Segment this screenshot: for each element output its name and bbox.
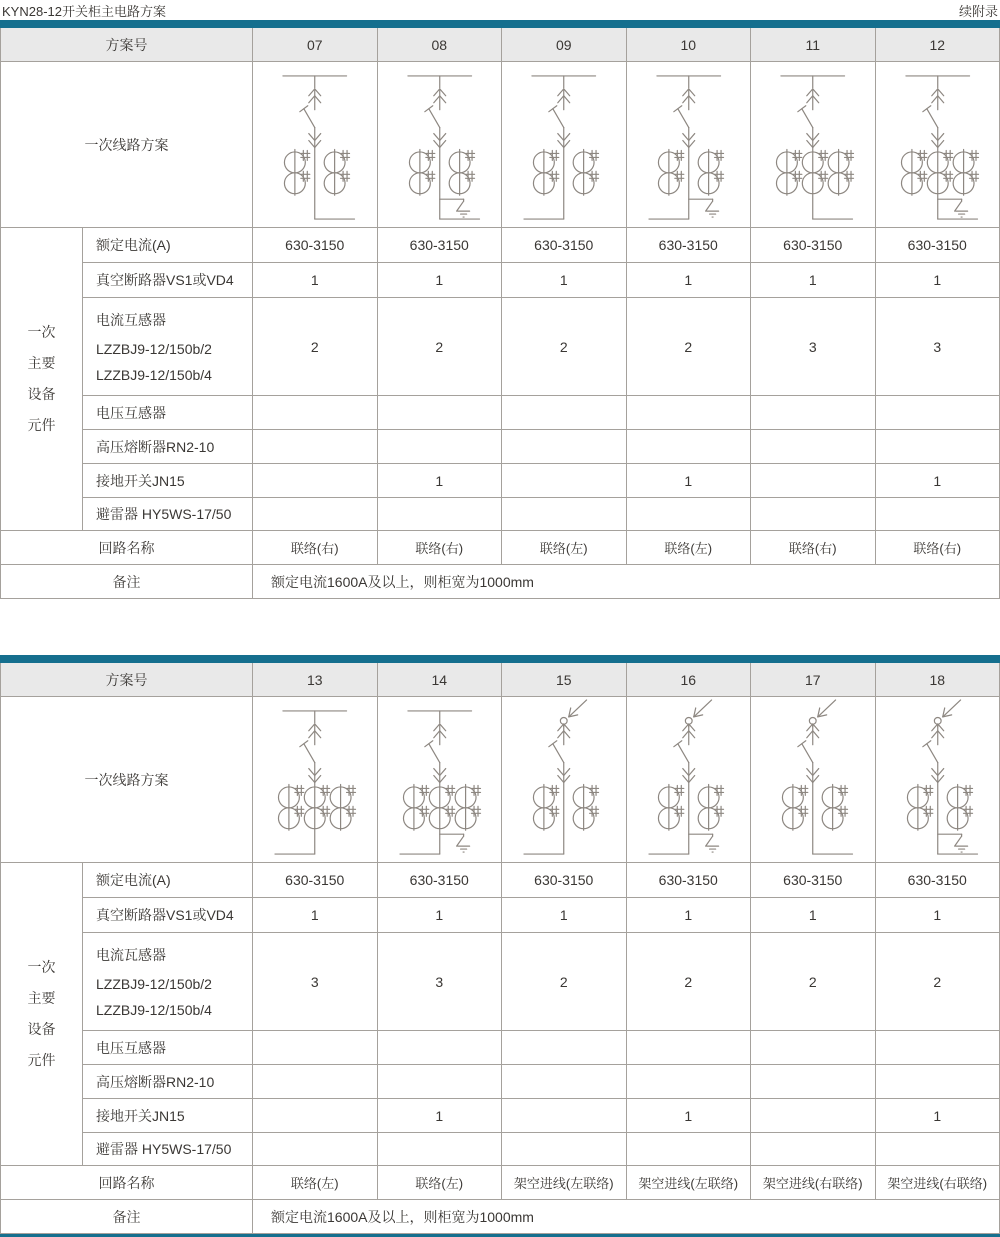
circuit-name-cell: 架空进线(右联络) bbox=[751, 1166, 876, 1200]
scheme-grid bbox=[0, 28, 1000, 599]
equipment-value-cell bbox=[627, 430, 752, 464]
equipment-row-label bbox=[83, 464, 253, 498]
equipment-value-cell bbox=[876, 1133, 1000, 1166]
equipment-value-cell bbox=[378, 1065, 503, 1099]
category-label-line: 主要 bbox=[27, 355, 56, 371]
equipment-row-label bbox=[83, 430, 253, 464]
circuit-name-cell: 架空进线(左联络) bbox=[627, 1166, 752, 1200]
circuit-diagram bbox=[253, 62, 378, 228]
circuit-name-label: 回路名称 bbox=[1, 531, 253, 565]
equipment-value-cell bbox=[253, 430, 378, 464]
equipment-row-label-line: LZZBJ9-12/150b/4 bbox=[96, 1002, 212, 1018]
circuit-name-cell: 联络(左) bbox=[627, 531, 752, 565]
circuit-diagram bbox=[751, 697, 876, 863]
equipment-value-cell: 1 bbox=[627, 1099, 752, 1133]
equipment-value-cell bbox=[253, 1031, 378, 1065]
scheme-table-13-18 bbox=[0, 655, 1000, 1234]
circuit-diagram bbox=[751, 62, 876, 228]
category-label-line: 设备 bbox=[27, 386, 56, 402]
equipment-value-cell: 630-3150 bbox=[253, 228, 378, 263]
category-label-line: 一次 bbox=[27, 324, 56, 340]
equipment-value-cell: 1 bbox=[751, 898, 876, 933]
equipment-value-cell bbox=[751, 1099, 876, 1133]
equipment-value-cell: 630-3150 bbox=[502, 863, 627, 898]
equipment-value-cell: 1 bbox=[876, 898, 1000, 933]
equipment-value-cell bbox=[876, 396, 1000, 430]
equipment-value-cell bbox=[502, 396, 627, 430]
equipment-row-label-line: 真空断路器VS1或VD4 bbox=[96, 907, 234, 923]
equipment-value-cell: 630-3150 bbox=[876, 863, 1000, 898]
circuit-diagram bbox=[378, 62, 503, 228]
equipment-row-label-line: LZZBJ9-12/150b/2 bbox=[96, 975, 212, 992]
circuit-diagram bbox=[876, 697, 1000, 863]
equipment-value-cell bbox=[378, 498, 503, 531]
scheme-number-cell: 18 bbox=[876, 663, 1000, 697]
equipment-value-cell bbox=[253, 1133, 378, 1166]
equipment-row-label bbox=[83, 1099, 253, 1133]
page-title: KYN28-12开关柜主电路方案 bbox=[2, 3, 166, 19]
equipment-value-cell bbox=[627, 1133, 752, 1166]
equipment-value-cell: 2 bbox=[627, 298, 752, 396]
equipment-row-label-line: 电压互感器 bbox=[96, 404, 166, 421]
equipment-row-label bbox=[83, 498, 253, 531]
equipment-value-cell bbox=[253, 1099, 378, 1133]
remark-cell: 额定电流1600A及以上，则柜宽为1000mm bbox=[253, 1200, 1000, 1234]
equipment-value-cell: 1 bbox=[876, 263, 1000, 298]
equipment-value-cell bbox=[253, 396, 378, 430]
equipment-value-cell bbox=[502, 498, 627, 531]
equipment-row-label-line: 接地开关JN15 bbox=[96, 1107, 185, 1124]
equipment-value-cell bbox=[253, 1065, 378, 1099]
equipment-value-cell: 3 bbox=[751, 298, 876, 396]
equipment-value-cell: 3 bbox=[876, 298, 1000, 396]
equipment-row-label bbox=[83, 933, 253, 1031]
equipment-row-label bbox=[83, 898, 253, 933]
equipment-value-cell bbox=[502, 464, 627, 498]
equipment-value-cell: 1 bbox=[627, 263, 752, 298]
teal-accent-bar bbox=[0, 655, 1000, 663]
equipment-row-label bbox=[83, 228, 253, 263]
scheme-number-cell: 13 bbox=[253, 663, 378, 697]
equipment-value-cell bbox=[378, 1031, 503, 1065]
equipment-value-cell: 1 bbox=[253, 263, 378, 298]
equipment-value-cell: 1 bbox=[627, 464, 752, 498]
scheme-number-cell: 17 bbox=[751, 663, 876, 697]
equipment-value-cell: 630-3150 bbox=[253, 863, 378, 898]
equipment-value-cell: 1 bbox=[378, 898, 503, 933]
equipment-value-cell bbox=[627, 1065, 752, 1099]
equipment-row-label-line: 避雷器 HY5WS-17/50 bbox=[96, 1141, 232, 1157]
equipment-value-cell bbox=[502, 430, 627, 464]
equipment-value-cell bbox=[876, 1065, 1000, 1099]
equipment-value-cell: 630-3150 bbox=[876, 228, 1000, 263]
circuit-name-cell: 联络(右) bbox=[253, 531, 378, 565]
equipment-value-cell: 2 bbox=[627, 933, 752, 1031]
scheme-number-cell: 11 bbox=[751, 28, 876, 62]
equipment-value-cell: 3 bbox=[378, 933, 503, 1031]
equipment-value-cell: 630-3150 bbox=[378, 228, 503, 263]
scheme-number-cell: 15 bbox=[502, 663, 627, 697]
equipment-row-label-line: LZZBJ9-12/150b/2 bbox=[96, 340, 212, 357]
equipment-value-cell: 630-3150 bbox=[627, 228, 752, 263]
category-label-line: 元件 bbox=[27, 417, 56, 433]
title-bar bbox=[0, 0, 1000, 20]
equipment-row-label-line: 额定电流(A) bbox=[96, 237, 171, 253]
equipment-value-cell: 1 bbox=[627, 898, 752, 933]
equipment-value-cell bbox=[378, 1133, 503, 1166]
circuit-diagram bbox=[378, 697, 503, 863]
equipment-row-label bbox=[83, 263, 253, 298]
equipment-value-cell bbox=[627, 1031, 752, 1065]
equipment-value-cell bbox=[378, 396, 503, 430]
circuit-diagram bbox=[253, 697, 378, 863]
equipment-value-cell: 1 bbox=[378, 464, 503, 498]
equipment-value-cell bbox=[627, 396, 752, 430]
category-label-line: 主要 bbox=[27, 990, 56, 1006]
scheme-number-cell: 07 bbox=[253, 28, 378, 62]
equipment-value-cell: 2 bbox=[502, 933, 627, 1031]
equipment-value-cell: 2 bbox=[502, 298, 627, 396]
equipment-value-cell: 1 bbox=[502, 898, 627, 933]
circuit-name-cell: 联络(右) bbox=[378, 531, 503, 565]
equipment-row-label-line: 电流瓦感器 bbox=[96, 947, 166, 963]
equipment-row-label bbox=[83, 1065, 253, 1099]
equipment-value-cell: 630-3150 bbox=[378, 863, 503, 898]
circuit-name-cell: 联络(右) bbox=[751, 531, 876, 565]
remark-label: 备注 bbox=[1, 565, 253, 599]
equipment-value-cell: 630-3150 bbox=[751, 228, 876, 263]
circuit-name-label: 回路名称 bbox=[1, 1166, 253, 1200]
equipment-row-label-line: 真空断路器VS1或VD4 bbox=[96, 272, 234, 288]
category-label-line: 设备 bbox=[27, 1021, 56, 1037]
scheme-number-cell: 16 bbox=[627, 663, 752, 697]
equipment-row-label bbox=[83, 863, 253, 898]
circuit-name-cell: 联络(左) bbox=[253, 1166, 378, 1200]
corner-note: 续附录 bbox=[958, 3, 998, 19]
category-label-line: 元件 bbox=[27, 1052, 56, 1068]
equipment-value-cell: 1 bbox=[502, 263, 627, 298]
primary-scheme-label: 一次线路方案 bbox=[1, 62, 253, 228]
equipment-value-cell bbox=[502, 1031, 627, 1065]
equipment-value-cell bbox=[502, 1099, 627, 1133]
equipment-row-label bbox=[83, 396, 253, 430]
equipment-value-cell bbox=[751, 464, 876, 498]
scheme-number-cell: 14 bbox=[378, 663, 503, 697]
equipment-value-cell bbox=[253, 498, 378, 531]
remark-label: 备注 bbox=[1, 1200, 253, 1234]
equipment-row-label bbox=[83, 1031, 253, 1065]
circuit-name-cell: 联络(左) bbox=[502, 531, 627, 565]
scheme-table-07-12 bbox=[0, 20, 1000, 599]
equipment-value-cell bbox=[627, 498, 752, 531]
circuit-name-cell: 架空进线(右联络) bbox=[876, 1166, 1000, 1200]
circuit-name-cell: 联络(左) bbox=[378, 1166, 503, 1200]
circuit-name-cell: 联络(右) bbox=[876, 531, 1000, 565]
scheme-number-cell: 08 bbox=[378, 28, 503, 62]
equipment-value-cell bbox=[378, 430, 503, 464]
equipment-value-cell: 1 bbox=[378, 1099, 503, 1133]
equipment-value-cell: 1 bbox=[876, 1099, 1000, 1133]
equipment-value-cell: 2 bbox=[751, 933, 876, 1031]
equipment-value-cell: 1 bbox=[751, 263, 876, 298]
scheme-number-cell: 10 bbox=[627, 28, 752, 62]
equipment-row-label-line: 电压互感器 bbox=[96, 1039, 166, 1056]
equipment-value-cell: 1 bbox=[253, 898, 378, 933]
circuit-diagram bbox=[627, 697, 752, 863]
equipment-value-cell bbox=[751, 396, 876, 430]
primary-scheme-label: 一次线路方案 bbox=[1, 697, 253, 863]
equipment-row-label-line: 高压熔断器RN2-10 bbox=[96, 1073, 215, 1090]
equipment-value-cell: 1 bbox=[876, 464, 1000, 498]
scheme-number-cell: 09 bbox=[502, 28, 627, 62]
equipment-value-cell: 3 bbox=[253, 933, 378, 1031]
equipment-value-cell: 1 bbox=[378, 263, 503, 298]
equipment-row-label-line: 电流互感器 bbox=[96, 312, 166, 328]
equipment-value-cell bbox=[502, 1065, 627, 1099]
equipment-value-cell: 630-3150 bbox=[627, 863, 752, 898]
circuit-diagram bbox=[627, 62, 752, 228]
equipment-value-cell bbox=[876, 1031, 1000, 1065]
equipment-value-cell bbox=[751, 430, 876, 464]
circuit-diagram bbox=[502, 697, 627, 863]
equipment-value-cell bbox=[751, 1133, 876, 1166]
scheme-number-cell: 12 bbox=[876, 28, 1000, 62]
equipment-row-label-line: 额定电流(A) bbox=[96, 872, 171, 888]
equipment-row-label bbox=[83, 298, 253, 396]
category-label bbox=[1, 863, 83, 1166]
equipment-row-label-line: 接地开关JN15 bbox=[96, 472, 185, 489]
equipment-value-cell bbox=[751, 1031, 876, 1065]
equipment-value-cell: 2 bbox=[876, 933, 1000, 1031]
equipment-row-label-line: LZZBJ9-12/150b/4 bbox=[96, 367, 212, 383]
category-label-line: 一次 bbox=[27, 959, 56, 975]
scheme-tables bbox=[0, 20, 1000, 1234]
remark-cell: 额定电流1600A及以上，则柜宽为1000mm bbox=[253, 565, 1000, 599]
teal-accent-bar bbox=[0, 20, 1000, 28]
scheme-no-header: 方案号 bbox=[1, 663, 253, 697]
equipment-value-cell bbox=[751, 498, 876, 531]
circuit-name-cell: 架空进线(左联络) bbox=[502, 1166, 627, 1200]
equipment-value-cell: 630-3150 bbox=[502, 228, 627, 263]
equipment-row-label bbox=[83, 1133, 253, 1166]
equipment-value-cell: 630-3150 bbox=[751, 863, 876, 898]
scheme-no-header: 方案号 bbox=[1, 28, 253, 62]
circuit-diagram bbox=[876, 62, 1000, 228]
equipment-value-cell bbox=[876, 430, 1000, 464]
equipment-row-label-line: 高压熔断器RN2-10 bbox=[96, 438, 215, 455]
equipment-row-label-line: 避雷器 HY5WS-17/50 bbox=[96, 506, 232, 522]
circuit-diagram bbox=[502, 62, 627, 228]
scheme-grid bbox=[0, 663, 1000, 1234]
category-label bbox=[1, 228, 83, 531]
equipment-value-cell: 2 bbox=[253, 298, 378, 396]
equipment-value-cell bbox=[876, 498, 1000, 531]
equipment-value-cell bbox=[253, 464, 378, 498]
equipment-value-cell bbox=[502, 1133, 627, 1166]
equipment-value-cell bbox=[751, 1065, 876, 1099]
equipment-value-cell: 2 bbox=[378, 298, 503, 396]
